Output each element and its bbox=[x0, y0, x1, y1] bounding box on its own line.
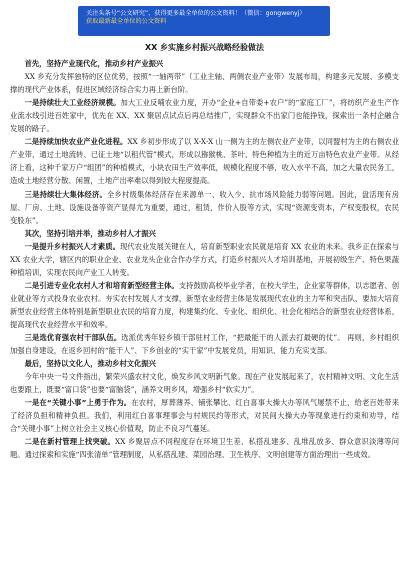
paragraph-text: 在农村，厚葬薄养、铺张攀比、红白喜事大操大办等风气屡禁不止，给老百姓带来了经济负担和精神负担。我们，利用红白喜事理事会与村规民约等形式，对民间大操大办等现象进行约束和劝导，结合“关键小事”上树立社会主义核心价值观，防止不良习气蔓延。 bbox=[10, 398, 400, 434]
section-heading: 最后，坚持以文化人，推动乡村文化振兴 bbox=[24, 359, 156, 369]
paragraph bbox=[10, 331, 399, 357]
section-heading: 其次，坚持引培并举，推动乡村人才振兴 bbox=[24, 228, 156, 238]
paragraph-lead: 一是持续壮大工业经济规模。 bbox=[24, 98, 121, 108]
section-heading: 首先，坚持产业现代化，推动乡村产业振兴 bbox=[24, 59, 164, 69]
paragraph bbox=[10, 96, 399, 135]
paragraph bbox=[10, 70, 399, 96]
document-title: XX 乡实施乡村振兴战略经验做法 bbox=[144, 43, 265, 52]
paragraph-lead: 二是在新村管理上找突破。 bbox=[24, 437, 116, 447]
paragraph-lead: 三是持续壮大集体经济。 bbox=[24, 189, 108, 199]
document-body bbox=[10, 41, 399, 462]
paragraph-text: XX 乡充分发挥独特的区位优势，按照“一轴两带”（工业主轴、两侧农业产业带）发展布局，构建多元发展、多模支撑的现代产业体系，促进区域经济综合实力再上新台阶。 bbox=[10, 72, 399, 95]
paragraph-lead: 一是提升乡村振兴人才素质。 bbox=[24, 241, 120, 251]
paragraph bbox=[10, 396, 399, 435]
paragraph bbox=[10, 188, 399, 227]
paragraph bbox=[10, 435, 399, 461]
banner-line-2: 获取最新最全单位的公文资料 bbox=[86, 18, 167, 25]
paragraph-lead: 三是选优育强农村干部队伍。 bbox=[24, 333, 122, 343]
paragraph bbox=[10, 279, 399, 331]
paragraph bbox=[10, 135, 399, 187]
paragraph-text: 加大工业反哺农业力度，开办“企业+自带委+农户”的“家庭工厂”，将纺织产业生产作业流水线引进百姓家中，优先在 XX、XX 聚居点试点后再总结推广，实现群众不出家门也能挣钱，探索出一条村企融合发展的路子。 bbox=[10, 98, 399, 134]
paragraph bbox=[10, 370, 399, 396]
paragraph-text: XX 乡聚居点不同程度存在环境卫生差、私搭乱建多、乱堆乱放多、群众意识淡薄等问题。通过探索和实施“四张清单”管理制度，从私搭乱建、菜园治理、卫生秩序、文明创建等方面治理出一些成效。 bbox=[10, 437, 399, 460]
paragraph-lead: 二是引进专业化农村人才和培育新型经营主体。 bbox=[24, 280, 179, 290]
banner-line-1: 关注头条号“公文研究”，获得更多最全单位的公文资料！（微信：gongwenyj） bbox=[86, 10, 306, 17]
paragraph bbox=[10, 240, 399, 279]
document-sections bbox=[10, 57, 399, 461]
paragraph-text: 选派优秀年轻乡镇干部驻村工作，“把最能干的人派去打最硬的仗”。 再则，乡村组织加强自身建设，在返乡回村的“能干人”、下乡创业的“实干家”中发展党员，用知识、能力充实支部。 bbox=[10, 333, 400, 356]
paragraph-text: 现代农业发展关键在人，培育新型职业农民就是培育 XX 农业的未来。我乡正在探索与 XX 农业大学，辖区内的职业企业、农业龙头企业合作办学方式，打造乡村振兴人才培训基地，开展初级生产、特色果蔬种植培训，实现农民向产业工人转变。 bbox=[10, 241, 400, 277]
paragraph-text: 今年中央一号文件指出，繁荣兴盛农村文化，焕发乡风文明新气象。现在产业发展起来了，农村精神文明、文化生活也要跟上，既要“富口袋”也要“富脑袋”，涵养文明乡风，增强乡村“软实力”。 bbox=[10, 372, 399, 395]
paragraph-text: XX 乡初步形成了以 X-X-X 山一侧为主的左侧农业产业带，以同盟村为主的右侧农业产业带，通过土地流转、已征土地“以租代管”模式，形成以猕猴桃、茶叶、特色种植为主的近万亩特色农业产业带。从经济上看，这种千家万户“组团”的种植模式，小块农田生产效率低，规模化程度不够，收入水平不高，加之大量农民务工，造成土地经营分散、闲置，土地产出率难以得到较大程度提高。 bbox=[10, 137, 399, 186]
paragraph-lead: 一是在“关键小事”上勇于作为。 bbox=[24, 398, 132, 408]
paragraph-lead: 二是持续加快农业产业化进程。 bbox=[24, 137, 128, 147]
paragraph-text: 全乡村级集体经济存在来源单一、收入少、抗市场风险能力弱等问题。因此，盘活现有房屋、厂房、土地、设施设备等资产显得尤为重要，通过，租赁，作价入股等方式，实现“资源变资本，产权变股权，农民变股东”。 bbox=[10, 189, 400, 225]
top-banner bbox=[78, 6, 330, 36]
paragraph-text: 支持鼓励高校毕业学者，在校大学生，企业家等群体，以志愿者、创业就业等方式投身农业农村。夯实农村发展人才支撑，新型农业经营主体是发展现代农业的主力军和突击队，要加大培育新型农业经营主体特别是新型职业农民的培育力度，构建集约化、专业化、组织化、社会化相结合的新型农业经营体系，提高现代农业经营水平和效率。 bbox=[10, 280, 399, 329]
